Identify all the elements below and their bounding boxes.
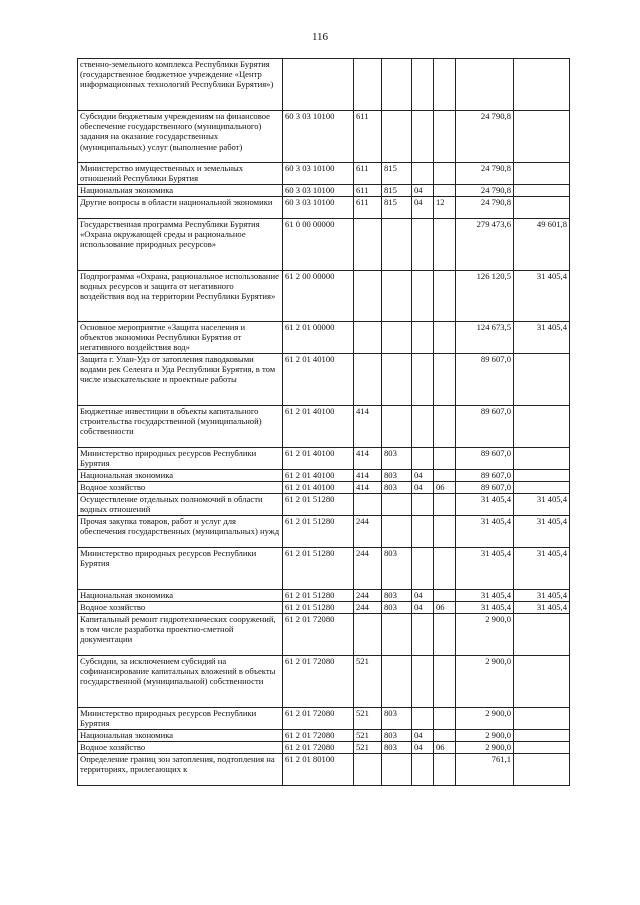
table-row	[78, 448, 570, 470]
row-code-cell: 61 2 01 51280	[283, 590, 354, 602]
table-row	[78, 742, 570, 754]
row-code-cell: 61 2 01 72080	[283, 742, 354, 754]
table-row	[78, 730, 570, 742]
row-pr-cell	[434, 163, 456, 185]
table-row	[78, 602, 570, 614]
row-pr-cell	[434, 708, 456, 730]
row-sum1-cell: 2 900,0	[456, 730, 514, 742]
row-pr-cell	[434, 59, 456, 111]
row-sum1-cell: 2 900,0	[456, 656, 514, 708]
row-rz-cell	[412, 219, 434, 271]
row-rz-cell	[412, 708, 434, 730]
row-code-cell: 61 2 00 00000	[283, 271, 354, 322]
row-grbs-cell: 803	[382, 448, 412, 470]
row-sum1-cell: 279 473,6	[456, 219, 514, 271]
row-grbs-cell: 803	[382, 742, 412, 754]
row-name-cell: Субсидии бюджетным учреждениям на финансовое обеспечение государственного (муниципального) задания на оказание государственных (муниципальных) услуг (выполнение работ)	[78, 111, 283, 163]
row-rz-cell	[412, 271, 434, 322]
row-sum1-cell: 24 790,8	[456, 185, 514, 197]
row-vr-cell: 414	[354, 470, 382, 482]
row-vr-cell: 611	[354, 197, 382, 219]
row-pr-cell: 12	[434, 197, 456, 219]
row-sum2-cell: 31 405,4	[514, 602, 570, 614]
row-rz-cell	[412, 548, 434, 590]
row-name-cell: Осуществление отдельных полномочий в области водных отношений	[78, 494, 283, 516]
table-row	[78, 590, 570, 602]
row-vr-cell: 521	[354, 742, 382, 754]
row-sum2-cell	[514, 185, 570, 197]
table-row	[78, 482, 570, 494]
row-sum1-cell: 31 405,4	[456, 590, 514, 602]
row-code-cell: 61 2 01 40100	[283, 406, 354, 448]
row-grbs-cell	[382, 271, 412, 322]
row-pr-cell: 06	[434, 602, 456, 614]
table-row	[78, 708, 570, 730]
row-rz-cell	[412, 163, 434, 185]
table-row	[78, 185, 570, 197]
row-pr-cell	[434, 271, 456, 322]
row-pr-cell: 06	[434, 482, 456, 494]
row-sum2-cell: 31 405,4	[514, 494, 570, 516]
row-rz-cell	[412, 448, 434, 470]
row-pr-cell	[434, 185, 456, 197]
row-grbs-cell	[382, 59, 412, 111]
row-sum2-cell	[514, 614, 570, 656]
row-vr-cell	[354, 219, 382, 271]
row-vr-cell	[354, 494, 382, 516]
row-rz-cell	[412, 516, 434, 548]
row-vr-cell: 414	[354, 406, 382, 448]
row-grbs-cell: 803	[382, 602, 412, 614]
row-code-cell: 61 2 01 72080	[283, 614, 354, 656]
row-sum2-cell: 49 601,8	[514, 219, 570, 271]
row-code-cell: 61 2 01 51280	[283, 548, 354, 590]
row-code-cell: 61 2 01 40100	[283, 448, 354, 470]
row-sum1-cell: 24 790,8	[456, 111, 514, 163]
row-pr-cell	[434, 730, 456, 742]
row-grbs-cell	[382, 516, 412, 548]
row-name-cell: Министерство имущественных и земельных отношений Республики Бурятия	[78, 163, 283, 185]
row-rz-cell: 04	[412, 470, 434, 482]
row-name-cell: Национальная экономика	[78, 730, 283, 742]
row-name-cell: ственно-земельного комплекса Республики Бурятия (государственное бюджетное учреждение «Центр информационных технологий Республики Бурятия»)	[78, 59, 283, 111]
row-grbs-cell	[382, 111, 412, 163]
row-rz-cell	[412, 406, 434, 448]
row-grbs-cell	[382, 656, 412, 708]
row-name-cell: Национальная экономика	[78, 590, 283, 602]
row-code-cell: 61 2 01 40100	[283, 470, 354, 482]
row-rz-cell: 04	[412, 730, 434, 742]
row-code-cell: 61 2 01 51280	[283, 602, 354, 614]
row-pr-cell	[434, 448, 456, 470]
row-vr-cell: 611	[354, 111, 382, 163]
row-sum2-cell	[514, 470, 570, 482]
row-code-cell: 61 2 01 72080	[283, 730, 354, 742]
row-code-cell: 61 2 01 51280	[283, 494, 354, 516]
row-sum2-cell	[514, 163, 570, 185]
row-code-cell: 60 3 03 10100	[283, 111, 354, 163]
row-pr-cell	[434, 470, 456, 482]
row-vr-cell	[354, 322, 382, 354]
row-grbs-cell: 803	[382, 708, 412, 730]
row-sum2-cell	[514, 656, 570, 708]
row-vr-cell: 244	[354, 602, 382, 614]
table-row	[78, 111, 570, 163]
table-row	[78, 197, 570, 219]
row-rz-cell	[412, 656, 434, 708]
row-sum2-cell	[514, 708, 570, 730]
row-sum2-cell	[514, 754, 570, 786]
row-pr-cell	[434, 614, 456, 656]
row-code-cell: 61 2 01 40100	[283, 482, 354, 494]
row-grbs-cell: 815	[382, 185, 412, 197]
row-sum1-cell: 761,1	[456, 754, 514, 786]
row-rz-cell	[412, 322, 434, 354]
row-code-cell: 61 0 00 00000	[283, 219, 354, 271]
row-sum1-cell: 31 405,4	[456, 602, 514, 614]
row-sum2-cell	[514, 448, 570, 470]
row-name-cell: Министерство природных ресурсов Республики Бурятия	[78, 448, 283, 470]
row-rz-cell	[412, 59, 434, 111]
budget-table	[77, 58, 570, 786]
table-row	[78, 271, 570, 322]
row-vr-cell: 611	[354, 185, 382, 197]
row-sum1-cell: 89 607,0	[456, 354, 514, 406]
page-number: 116	[311, 31, 329, 43]
row-sum1-cell: 124 673,5	[456, 322, 514, 354]
row-sum1-cell: 2 900,0	[456, 742, 514, 754]
row-name-cell: Национальная экономика	[78, 185, 283, 197]
row-rz-cell: 04	[412, 482, 434, 494]
row-vr-cell: 521	[354, 656, 382, 708]
table-row	[78, 219, 570, 271]
row-code-cell: 60 3 03 10100	[283, 163, 354, 185]
row-vr-cell	[354, 354, 382, 406]
row-sum2-cell: 31 405,4	[514, 322, 570, 354]
row-vr-cell: 521	[354, 708, 382, 730]
row-rz-cell	[412, 111, 434, 163]
row-sum1-cell: 31 405,4	[456, 548, 514, 590]
row-pr-cell: 06	[434, 742, 456, 754]
row-sum1-cell: 24 790,8	[456, 163, 514, 185]
row-code-cell: 61 2 01 51280	[283, 516, 354, 548]
row-sum1-cell	[456, 59, 514, 111]
row-sum1-cell: 24 790,8	[456, 197, 514, 219]
row-grbs-cell	[382, 406, 412, 448]
row-name-cell: Водное хозяйство	[78, 602, 283, 614]
row-name-cell: Национальная экономика	[78, 470, 283, 482]
row-rz-cell: 04	[412, 197, 434, 219]
row-rz-cell: 04	[412, 742, 434, 754]
row-vr-cell: 414	[354, 482, 382, 494]
row-code-cell: 61 2 01 72080	[283, 656, 354, 708]
row-name-cell: Определение границ зон затопления, подтопления на территориях, прилегающих к	[78, 754, 283, 786]
table-row	[78, 548, 570, 590]
row-vr-cell: 244	[354, 548, 382, 590]
table-row	[78, 406, 570, 448]
row-pr-cell	[434, 322, 456, 354]
table-row	[78, 656, 570, 708]
row-name-cell: Прочая закупка товаров, работ и услуг для обеспечения государственных (муниципальных) нужд	[78, 516, 283, 548]
row-vr-cell	[354, 271, 382, 322]
row-pr-cell	[434, 754, 456, 786]
row-name-cell: Водное хозяйство	[78, 482, 283, 494]
row-code-cell	[283, 59, 354, 111]
row-name-cell: Государственная программа Республики Бурятия «Охрана окружающей среды и рациональное использование природных ресурсов»	[78, 219, 283, 271]
row-pr-cell	[434, 406, 456, 448]
row-grbs-cell	[382, 219, 412, 271]
row-vr-cell: 611	[354, 163, 382, 185]
row-sum1-cell: 126 120,5	[456, 271, 514, 322]
row-sum2-cell: 31 405,4	[514, 516, 570, 548]
row-sum2-cell: 31 405,4	[514, 590, 570, 602]
row-vr-cell	[354, 754, 382, 786]
row-rz-cell	[412, 614, 434, 656]
row-vr-cell	[354, 59, 382, 111]
row-vr-cell: 521	[354, 730, 382, 742]
row-code-cell: 61 2 01 00000	[283, 322, 354, 354]
table-row	[78, 516, 570, 548]
table-row	[78, 354, 570, 406]
table-row	[78, 163, 570, 185]
row-sum2-cell	[514, 730, 570, 742]
row-name-cell: Субсидии, за исключением субсидий на софинансирование капитальных вложений в объекты государственной (муниципальной) собственности	[78, 656, 283, 708]
row-vr-cell: 244	[354, 516, 382, 548]
row-grbs-cell: 803	[382, 590, 412, 602]
row-name-cell: Защита г. Улан-Удэ от затопления паводковыми водами рек Селенга и Уда Республики Бурятия, в том числе изыскательские и проектные работы	[78, 354, 283, 406]
row-grbs-cell: 815	[382, 163, 412, 185]
row-name-cell: Бюджетные инвестиции в объекты капитального строительства государственной (муниципальной) собственности	[78, 406, 283, 448]
row-code-cell: 60 3 03 10100	[283, 197, 354, 219]
row-sum1-cell: 89 607,0	[456, 406, 514, 448]
row-vr-cell	[354, 614, 382, 656]
row-grbs-cell: 803	[382, 482, 412, 494]
row-sum2-cell	[514, 482, 570, 494]
row-grbs-cell: 803	[382, 470, 412, 482]
row-name-cell: Подпрограмма «Охрана, рациональное использование водных ресурсов и защита от негативного воздействия вод на территории Республики Бурятия»	[78, 271, 283, 322]
row-pr-cell	[434, 656, 456, 708]
row-sum2-cell: 31 405,4	[514, 548, 570, 590]
row-sum1-cell: 2 900,0	[456, 614, 514, 656]
row-sum1-cell: 89 607,0	[456, 448, 514, 470]
row-sum1-cell: 89 607,0	[456, 482, 514, 494]
row-grbs-cell	[382, 754, 412, 786]
row-name-cell: Водное хозяйство	[78, 742, 283, 754]
row-grbs-cell: 815	[382, 197, 412, 219]
row-sum2-cell	[514, 406, 570, 448]
row-grbs-cell	[382, 494, 412, 516]
table-row	[78, 754, 570, 786]
row-grbs-cell	[382, 614, 412, 656]
row-pr-cell	[434, 590, 456, 602]
row-code-cell: 61 2 01 72080	[283, 708, 354, 730]
row-sum2-cell	[514, 59, 570, 111]
row-code-cell: 61 2 01 40100	[283, 354, 354, 406]
row-rz-cell: 04	[412, 602, 434, 614]
row-pr-cell	[434, 111, 456, 163]
row-sum1-cell: 31 405,4	[456, 494, 514, 516]
row-pr-cell	[434, 219, 456, 271]
row-sum1-cell: 31 405,4	[456, 516, 514, 548]
row-grbs-cell	[382, 354, 412, 406]
table-row	[78, 614, 570, 656]
row-name-cell: Министерство природных ресурсов Республики Бурятия	[78, 548, 283, 590]
row-name-cell: Основное мероприятие «Защита населения и объектов экономики Республики Бурятия от негативного воздействия вод»	[78, 322, 283, 354]
row-vr-cell: 244	[354, 590, 382, 602]
row-rz-cell	[412, 754, 434, 786]
row-grbs-cell	[382, 322, 412, 354]
table-row	[78, 494, 570, 516]
row-sum1-cell: 2 900,0	[456, 708, 514, 730]
row-rz-cell: 04	[412, 590, 434, 602]
table-row	[78, 59, 570, 111]
row-code-cell: 60 3 03 10100	[283, 185, 354, 197]
row-vr-cell: 414	[354, 448, 382, 470]
row-pr-cell	[434, 548, 456, 590]
row-sum2-cell	[514, 197, 570, 219]
row-grbs-cell: 803	[382, 730, 412, 742]
row-code-cell: 61 2 01 80100	[283, 754, 354, 786]
row-rz-cell	[412, 354, 434, 406]
row-sum2-cell	[514, 742, 570, 754]
table-row	[78, 322, 570, 354]
row-pr-cell	[434, 494, 456, 516]
row-sum1-cell: 89 607,0	[456, 470, 514, 482]
row-pr-cell	[434, 354, 456, 406]
row-grbs-cell: 803	[382, 548, 412, 590]
row-rz-cell	[412, 494, 434, 516]
row-rz-cell: 04	[412, 185, 434, 197]
row-name-cell: Капитальный ремонт гидротехнических сооружений, в том числе разработка проектно-сметной документации	[78, 614, 283, 656]
row-pr-cell	[434, 516, 456, 548]
row-sum2-cell	[514, 111, 570, 163]
row-sum2-cell: 31 405,4	[514, 271, 570, 322]
row-name-cell: Министерство природных ресурсов Республики Бурятия	[78, 708, 283, 730]
table-row	[78, 470, 570, 482]
row-sum2-cell	[514, 354, 570, 406]
row-name-cell: Другие вопросы в области национальной экономики	[78, 197, 283, 219]
